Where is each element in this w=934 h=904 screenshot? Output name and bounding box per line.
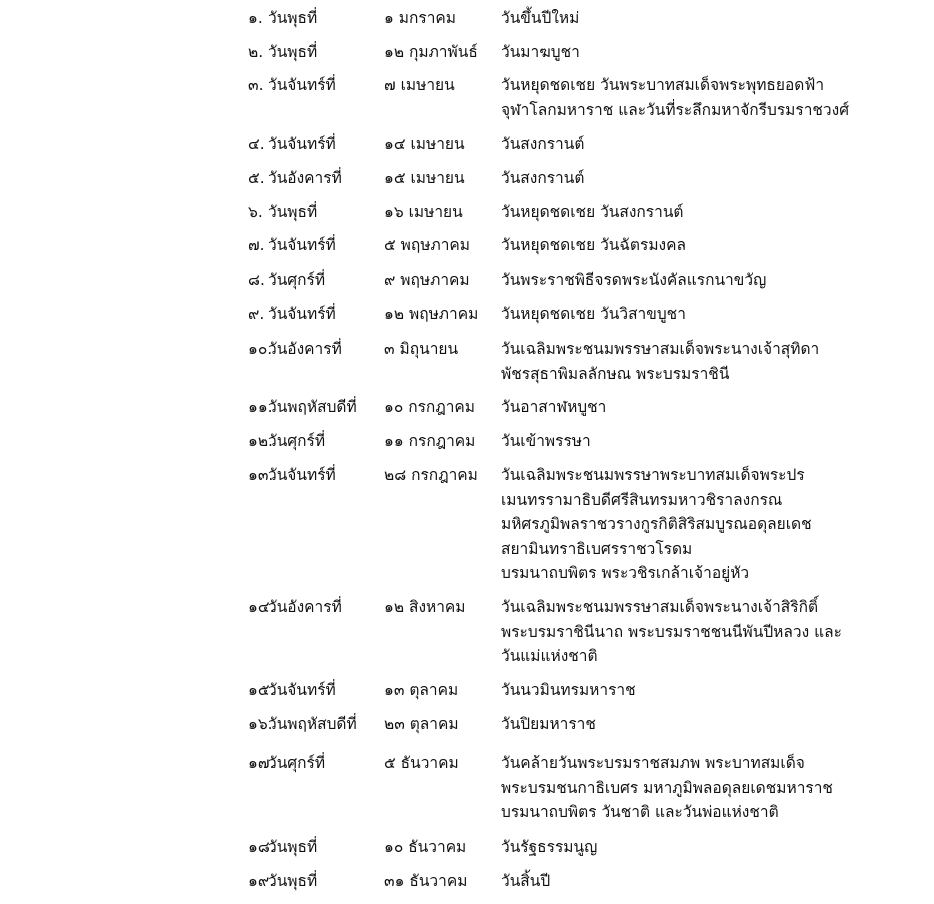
description-line: วันเฉลิมพระชนมพรรษาพระบาทสมเด็จพระปร [501, 466, 805, 484]
description-line: บรมนาถบพิตร พระวชิรเกล้าเจ้าอยู่หัว [501, 564, 750, 582]
holiday-description [501, 678, 636, 703]
holiday-description [501, 200, 683, 225]
holiday-date: ๑๔ เมษายน [384, 135, 465, 153]
description-line: วันขึ้นปีใหม่ [501, 9, 580, 27]
holiday-weekday: วันอังคารที่ [268, 169, 342, 187]
description-line: พระบรมชนกาธิเบศร มหาภูมิพลอดุลยเดชมหาราช [501, 778, 833, 797]
holiday-description [501, 869, 550, 894]
holiday-description [501, 166, 584, 191]
holiday-number: ๑๐. [248, 340, 273, 358]
description-line: วันหยุดชดเชย วันสงกรานต์ [501, 203, 684, 221]
holiday-weekday: วันอังคารที่ [268, 598, 342, 616]
description-line: วันนวมินทรมหาราช [501, 681, 636, 699]
holiday-weekday: วันศุกร์ที่ [268, 432, 326, 450]
holiday-weekday: วันศุกร์ที่ [268, 271, 326, 289]
holiday-description [501, 302, 686, 327]
holiday-description [501, 73, 849, 122]
description-line: วันพระราชพิธีจรดพระนังคัลแรกนาขวัญ [501, 271, 767, 289]
holiday-date: ๓๑ ธันวาคม [384, 872, 468, 890]
holiday-number: ๑๖. [248, 715, 273, 733]
holiday-description [501, 6, 579, 31]
description-line: วันเฉลิมพระชนมพรรษาสมเด็จพระนางเจ้าสิริกิติ์ [501, 598, 819, 616]
description-line: สยามินทราธิเบศรราชวโรดม [501, 539, 693, 558]
holiday-number: ๓. [248, 76, 264, 94]
holiday-weekday: วันพฤหัสบดีที่ [268, 398, 357, 416]
description-line: จุฬาโลกมหาราช และวันที่ระลึกมหาจักรีบรมราชวงศ์ [501, 100, 850, 119]
holiday-weekday: วันจันทร์ที่ [268, 681, 336, 699]
holiday-weekday: วันจันทร์ที่ [268, 76, 336, 94]
description-line: วันหยุดชดเชย วันวิสาขบูชา [501, 305, 686, 323]
holiday-weekday: วันพุธที่ [268, 872, 318, 890]
holiday-number: ๑๓. [248, 466, 274, 484]
holiday-description [501, 40, 580, 65]
holiday-date: ๒๘ กรกฎาคม [384, 466, 478, 484]
holiday-number: ๔. [248, 135, 265, 153]
holiday-number: ๑๗. [248, 754, 275, 772]
holiday-weekday: วันศุกร์ที่ [268, 754, 326, 772]
holiday-description [501, 132, 584, 157]
holiday-date: ๙ พฤษภาคม [384, 271, 470, 289]
holiday-number: ๘. [248, 271, 265, 289]
holiday-description [501, 429, 591, 454]
description-line: วันเข้าพรรษา [501, 432, 591, 450]
description-line: วันปิยมหาราช [501, 715, 596, 733]
holiday-date: ๗ เมษายน [384, 76, 455, 94]
holiday-weekday: วันพุธที่ [268, 9, 318, 27]
holiday-number: ๑๘. [248, 838, 275, 856]
holiday-number: ๑๑. [248, 398, 273, 416]
holiday-date: ๑๒ พฤษภาคม [384, 305, 479, 323]
description-line: พัชรสุธาพิมลลักษณ พระบรมราชินี [501, 364, 730, 383]
description-line: วันรัฐธรรมนูญ [501, 838, 598, 856]
holiday-weekday: วันจันทร์ที่ [268, 305, 336, 323]
holiday-description [501, 337, 819, 386]
holiday-date: ๑ มกราคม [384, 9, 456, 27]
description-line: วันหยุดชดเชย วันฉัตรมงคล [501, 236, 686, 254]
holiday-date: ๑๑ กรกฎาคม [384, 432, 476, 450]
holiday-weekday: วันอังคารที่ [268, 340, 342, 358]
holiday-number: ๗. [248, 236, 265, 254]
description-line: วันแม่แห่งชาติ [501, 647, 598, 665]
holiday-date: ๑๕ เมษายน [384, 169, 465, 187]
holiday-weekday: วันจันทร์ที่ [268, 466, 336, 484]
holiday-weekday: วันจันทร์ที่ [268, 236, 336, 254]
holiday-weekday: วันพุธที่ [268, 203, 318, 221]
holiday-date: ๑๓ ตุลาคม [384, 681, 459, 699]
holiday-date: ๕ พฤษภาคม [384, 236, 470, 254]
holiday-description [501, 233, 686, 258]
description-line: วันเฉลิมพระชนมพรรษาสมเด็จพระนางเจ้าสุทิดา [501, 340, 820, 358]
description-line: วันสงกรานต์ [501, 135, 585, 153]
holiday-date: ๑๖ เมษายน [384, 203, 463, 221]
description-line: บรมนาถบพิตร วันชาติ และวันพ่อแห่งชาติ [501, 803, 779, 821]
holiday-weekday: วันพุธที่ [268, 838, 318, 856]
description-line: วันหยุดชดเชย วันพระบาทสมเด็จพระพุทธยอดฟ้า [501, 76, 825, 94]
description-line: มหิศรภูมิพลราชวรางกูรกิติสิริสมบูรณอดุลยเดช [501, 515, 812, 533]
holiday-number: ๑๕. [248, 681, 275, 699]
holiday-description [501, 395, 606, 420]
holiday-number: ๑๔. [248, 598, 275, 616]
holiday-number: ๑. [248, 9, 263, 27]
holiday-date: ๑๐ ธันวาคม [384, 838, 467, 856]
holiday-number: ๑๙. [248, 872, 275, 890]
holiday-description [501, 463, 812, 586]
holiday-weekday: วันพฤหัสบดีที่ [268, 715, 357, 733]
holiday-number: ๕. [248, 169, 265, 187]
holiday-description [501, 595, 842, 669]
holiday-description [501, 712, 596, 737]
holiday-date: ๒๓ ตุลาคม [384, 715, 459, 733]
holiday-description [501, 751, 833, 825]
holiday-number: ๑๒. [248, 432, 273, 450]
holiday-description [501, 835, 597, 860]
holiday-date: ๑๒ กุมภาพันธ์ [384, 43, 478, 61]
holiday-number: ๖. [248, 203, 263, 221]
holiday-weekday: วันจันทร์ที่ [268, 135, 336, 153]
description-line: วันอาสาฬหบูชา [501, 398, 607, 416]
holiday-date: ๕ ธันวาคม [384, 754, 459, 772]
description-line: เมนทรรามาธิบดีศรีสินทรมหาวชิราลงกรณ [501, 490, 783, 509]
description-line: วันมาฆบูชา [501, 43, 580, 61]
description-line: วันคล้ายวันพระบรมราชสมภพ พระบาทสมเด็จ [501, 754, 805, 772]
holiday-weekday: วันพุธที่ [268, 43, 318, 61]
holiday-number: ๒. [248, 43, 264, 61]
description-line: พระบรมราชินีนาถ พระบรมราชชนนีพันปีหลวง และ [501, 622, 842, 641]
description-line: วันสงกรานต์ [501, 169, 585, 187]
holiday-date: ๑๒ สิงหาคม [384, 598, 466, 616]
holiday-date: ๑๐ กรกฎาคม [384, 398, 476, 416]
description-line: วันสิ้นปี [501, 872, 551, 890]
holiday-number: ๙. [248, 305, 265, 323]
holiday-description [501, 268, 766, 293]
holiday-date: ๓ มิถุนายน [384, 340, 459, 358]
